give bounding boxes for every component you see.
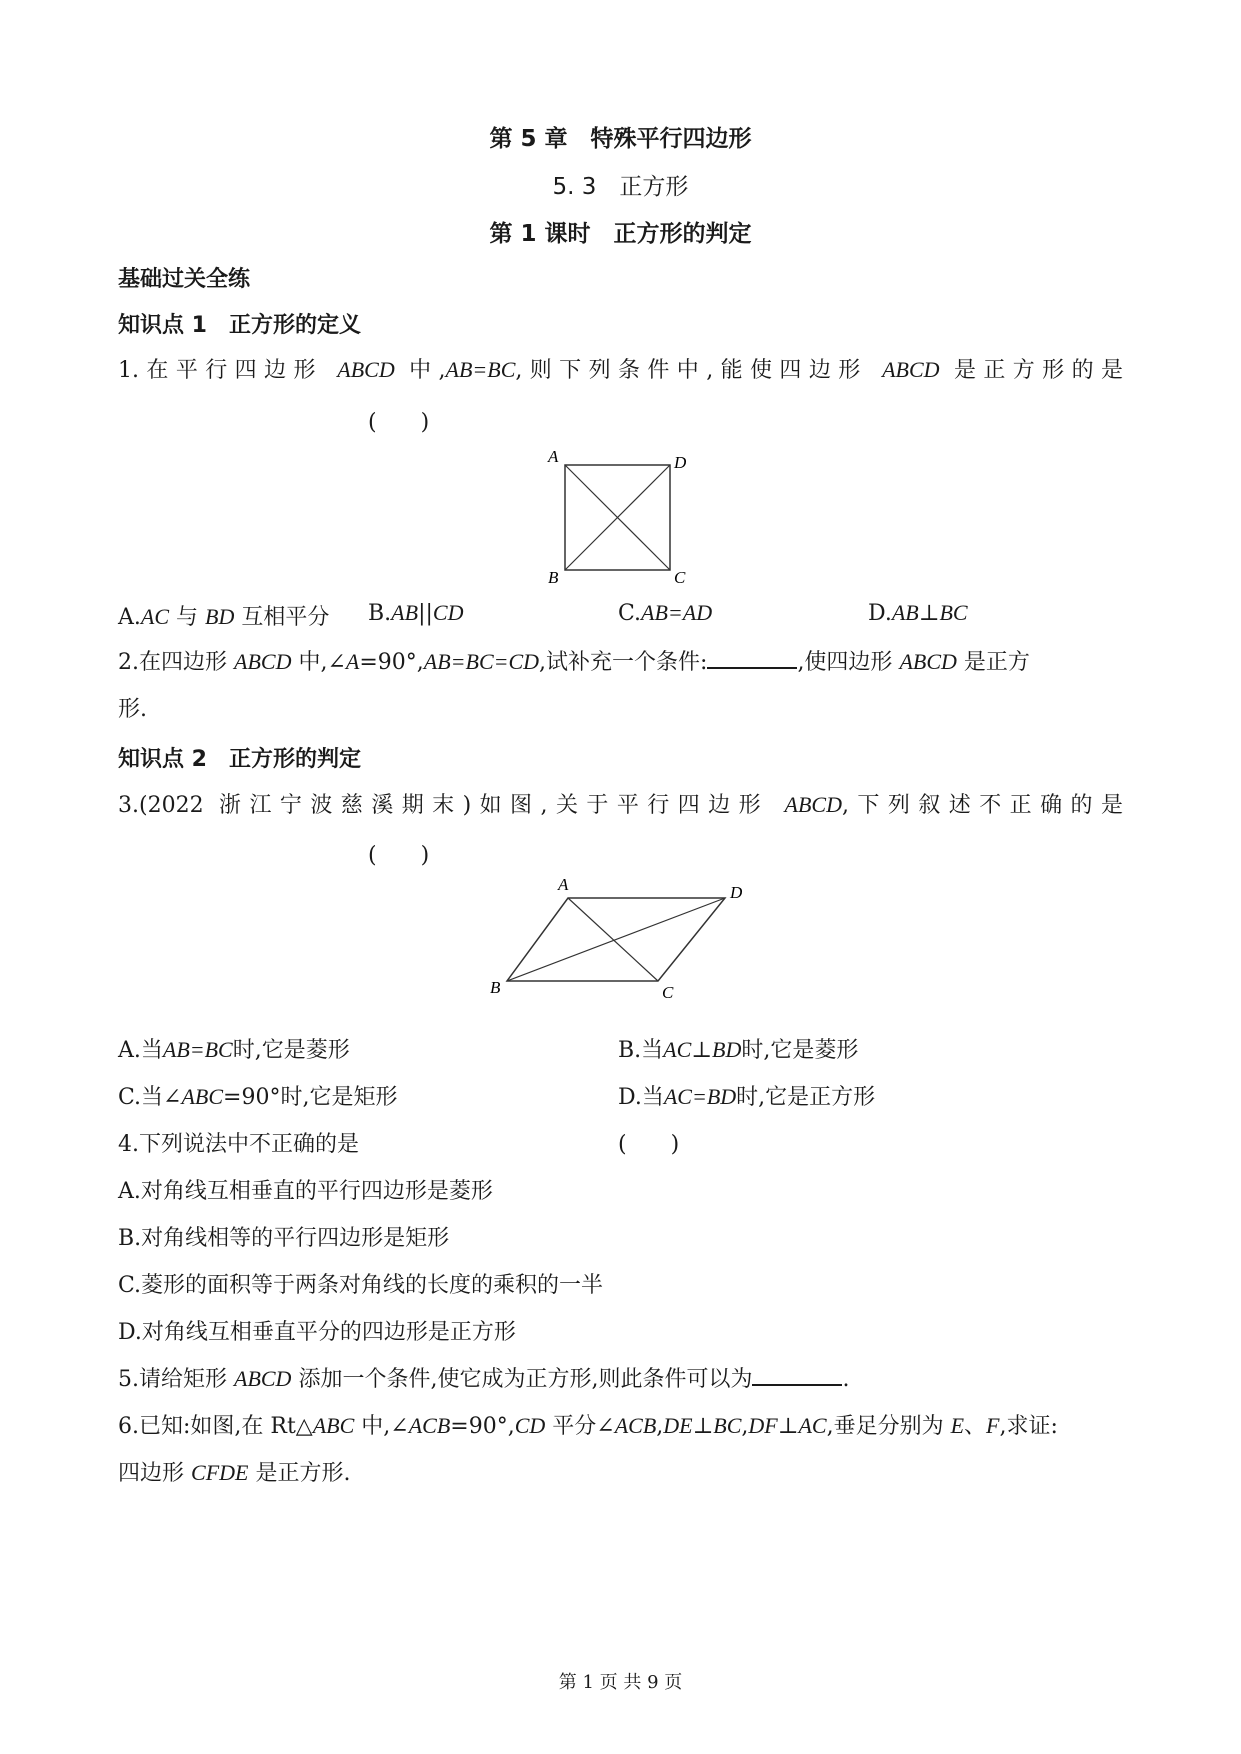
question-3-option-b: B.当AC⊥BD时,它是菱形 xyxy=(618,1037,859,1063)
question-4-option-d: D.对角线互相垂直平分的四边形是正方形 xyxy=(118,1320,516,1345)
question-1-option-a: A.AC 与 BD 互相平分 xyxy=(118,604,330,630)
question-6-stem-line2: 四边形 CFDE 是正方形. xyxy=(118,1460,351,1486)
knowledge-point-1: 知识点 1 正方形的定义 xyxy=(118,313,361,338)
vertex-label-b: B xyxy=(548,568,559,587)
question-4-option-a: A.对角线互相垂直的平行四边形是菱形 xyxy=(118,1179,493,1204)
question-1-option-b: B.AB||CD xyxy=(368,600,464,626)
question-2-stem: 2.在四边形 ABCD 中,∠A=90°,AB=BC=CD,试补充一个条件: ,使四边形 ABCD 是正方 xyxy=(118,649,1030,675)
question-3-stem: 3.(2022 浙江宁波慈溪期末)如图,关于平行四边形 ABCD,下列叙述不正确的是 xyxy=(118,792,1123,818)
question-5-answer-blank[interactable] xyxy=(752,1364,842,1386)
question-6-stem: 6.已知:如图,在 Rt△ABC 中,∠ACB=90°,CD 平分∠ACB,DE⊥BC,DF⊥AC,垂足分别为 E、F,求证: xyxy=(118,1413,1058,1439)
diagonal-ac xyxy=(568,898,658,981)
question-3-option-c: C.当∠ABC=90°时,它是矩形 xyxy=(118,1084,398,1110)
question-2-stem-line2: 形. xyxy=(118,697,147,722)
question-1-square-figure xyxy=(530,440,710,590)
question-4-stem: 4.下列说法中不正确的是 xyxy=(118,1132,359,1157)
question-3-option-d: D.当AC=BD时,它是正方形 xyxy=(618,1084,876,1110)
part-title: 基础过关全练 xyxy=(118,267,251,292)
vertex-label-b: B xyxy=(490,978,501,997)
section-title: 5. 3 正方形 xyxy=(552,174,689,200)
question-3-option-a: A.当AB=BC时,它是菱形 xyxy=(118,1037,350,1063)
question-1-stem: 1.在平行四边形 ABCD 中,AB=BC,则下列条件中,能使四边形 ABCD 是正方形的是 xyxy=(118,357,1123,383)
vertex-label-d: D xyxy=(730,883,743,902)
question-3-parallelogram-figure xyxy=(480,868,760,1008)
question-3-answer-paren: ( ) xyxy=(368,843,430,868)
page-footer: 第 1 页 共 9 页 xyxy=(558,1672,683,1693)
vertex-label-a: A xyxy=(558,875,569,894)
question-4-option-b: B.对角线相等的平行四边形是矩形 xyxy=(118,1226,450,1251)
vertex-label-c: C xyxy=(674,568,686,587)
question-2-answer-blank[interactable] xyxy=(707,647,797,669)
vertex-label-c: C xyxy=(662,983,674,1002)
knowledge-point-2: 知识点 2 正方形的判定 xyxy=(118,747,361,772)
lesson-title: 第 1 课时 正方形的判定 xyxy=(489,221,752,247)
question-4-answer-paren: ( ) xyxy=(618,1132,680,1157)
question-5-stem: 5.请给矩形 ABCD 添加一个条件,使它成为正方形,则此条件可以为 . xyxy=(118,1366,850,1392)
question-1-option-d: D.AB⊥BC xyxy=(868,600,968,626)
vertex-label-a: A xyxy=(548,447,559,466)
question-1-option-c: C.AB=AD xyxy=(618,600,713,626)
question-1-answer-paren: ( ) xyxy=(368,410,430,435)
chapter-title: 第 5 章 特殊平行四边形 xyxy=(489,126,752,152)
vertex-label-d: D xyxy=(674,453,687,472)
question-4-option-c: C.菱形的面积等于两条对角线的长度的乘积的一半 xyxy=(118,1273,604,1298)
